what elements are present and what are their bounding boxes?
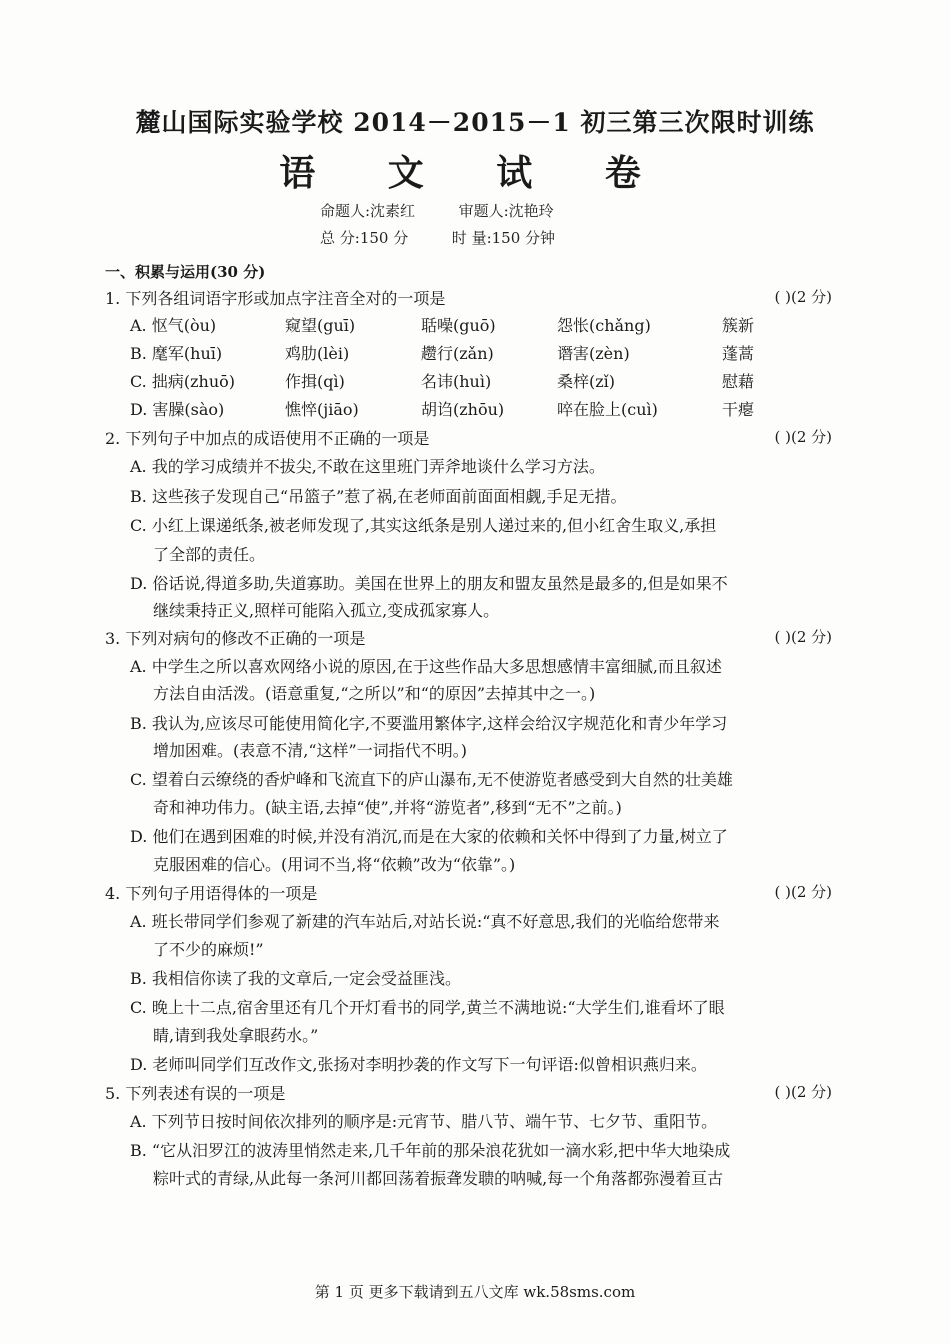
q1-cell: 桑梓(zǐ) <box>557 372 616 391</box>
q1-cell: 啐在脸上(cuì) <box>557 400 658 419</box>
q4-option-b: B. 我相信你读了我的文章后,一定会受益匪浅。 <box>130 969 462 988</box>
q2-option-b: B. 这些孩子发现自己“吊篮子”惹了祸,在老师面前面面相觑,手足无措。 <box>130 487 627 506</box>
q2-option-a: A. 我的学习成绩并不拔尖,不敢在这里班门弄斧地谈什么学习方法。 <box>130 457 605 476</box>
total-score: 总 分:150 分 <box>320 229 409 247</box>
q2-option-d: D. 俗话说,得道多助,失道寡助。美国在世界上的朋友和盟友虽然是最多的,但是如果不 <box>130 574 728 593</box>
q4-option-c-cont: 睛,请到我处拿眼药水。” <box>153 1026 319 1045</box>
q1-cell: 胡诌(zhōu) <box>421 400 505 419</box>
q1-cell: 簇新 <box>722 316 755 335</box>
q1-cell: C. 拙病(zhuō) <box>130 372 236 391</box>
setter-line <box>320 200 554 221</box>
q1-cell: 趱行(zǎn) <box>421 344 494 363</box>
q5-stem: 5. 下列表述有误的一项是 <box>105 1084 286 1103</box>
q3-option-a: A. 中学生之所以喜欢网络小说的原因,在于这些作品大多思想感情丰富细腻,而且叙述 <box>130 657 722 676</box>
q1-cell: 慰藉 <box>722 372 755 391</box>
q1-cell: 怨怅(chǎng) <box>557 316 651 335</box>
q1-cell: 作揖(qì) <box>285 372 345 391</box>
time-line <box>320 227 555 248</box>
q1-cell: 干瘪 <box>722 400 755 419</box>
page-footer: 第 1 页 更多下载请到五八文库 wk.58sms.com <box>314 1283 636 1301</box>
q3-score: ( )(2 分) <box>774 628 832 646</box>
q1-cell: 窥望(guī) <box>285 316 356 335</box>
q3-option-c-cont: 奇和神功伟力。(缺主语,去掉“使”,并将“游览者”,移到“无不”之前。) <box>153 798 622 817</box>
q3-option-d: D. 他们在遇到困难的时候,并没有消沉,而是在大家的依赖和关怀中得到了力量,树立了 <box>130 827 728 846</box>
section-heading: 一、积累与运用(30 分) <box>105 263 266 281</box>
q2-score: ( )(2 分) <box>774 428 832 446</box>
q1-cell: 憔悴(jiāo) <box>285 400 359 419</box>
subject-title: 语 文 试 卷 <box>279 152 671 194</box>
q1-stem: 1. 下列各组词语字形或加点字注音全对的一项是 <box>105 289 446 308</box>
q4-option-a: A. 班长带同学们参观了新建的汽车站后,对站长说:“真不好意思,我们的光临给您带来 <box>130 912 720 931</box>
q4-score: ( )(2 分) <box>774 883 832 901</box>
q1-cell: 谮害(zèn) <box>557 344 630 363</box>
q2-option-c-cont: 了全部的责任。 <box>153 545 266 564</box>
q5-option-b-cont: 粽叶式的青绿,从此每一条河川都回荡着振聋发聩的呐喊,每一个角落都弥漫着亘古 <box>153 1169 724 1188</box>
q4-stem: 4. 下列句子用语得体的一项是 <box>105 884 318 903</box>
q5-score: ( )(2 分) <box>774 1083 832 1101</box>
q1-cell: 名讳(huì) <box>421 372 492 391</box>
exam-title: 麓山国际实验学校 2014－2015－1 初三第三次限时训练 <box>135 108 815 137</box>
q2-stem: 2. 下列句子中加点的成语使用不正确的一项是 <box>105 429 430 448</box>
q3-option-b: B. 我认为,应该尽可能使用简化字,不要滥用繁体字,这样会给汉字规范化和青少年学习 <box>130 714 728 733</box>
q1-cell: 蓬蒿 <box>722 344 755 363</box>
reviewer: 审题人:沈艳玲 <box>458 202 554 220</box>
setter: 命题人:沈素红 <box>320 202 416 220</box>
q1-cell: D. 害臊(sào) <box>130 400 225 419</box>
q4-option-c: C. 晚上十二点,宿舍里还有几个开灯看书的同学,黄兰不满地说:“大学生们,谁看坏了眼 <box>130 998 725 1017</box>
q1-score: ( )(2 分) <box>774 288 832 306</box>
q1-cell: 聒噪(guō) <box>421 316 496 335</box>
q5-option-b: B. “它从汨罗江的波涛里悄然走来,几千年前的那朵浪花犹如一滴水彩,把中华大地染成 <box>130 1141 731 1160</box>
q2-option-c: C. 小红上课递纸条,被老师发现了,其实这纸条是别人递过来的,但小红舍生取义,承担 <box>130 516 717 535</box>
q3-stem: 3. 下列对病句的修改不正确的一项是 <box>105 629 366 648</box>
q1-cell: A. 怄气(òu) <box>130 316 217 335</box>
q3-option-a-cont: 方法自由活泼。(语意重复,“之所以”和“的原因”去掉其中之一。) <box>153 684 596 703</box>
q1-cell: B. 麾军(huī) <box>130 344 223 363</box>
q2-option-d-cont: 继续秉持正义,照样可能陷入孤立,变成孤家寡人。 <box>153 601 500 620</box>
q4-option-d: D. 老师叫同学们互改作文,张扬对李明抄袭的作文写下一句评语:似曾相识燕归来。 <box>130 1055 707 1074</box>
q3-option-d-cont: 克服困难的信心。(用词不当,将“依赖”改为“依靠”。) <box>153 855 516 874</box>
q3-option-b-cont: 增加困难。(表意不清,“这样”一词指代不明。) <box>153 741 467 760</box>
time-limit: 时 量:150 分钟 <box>451 229 556 247</box>
q1-cell: 鸡肋(lèi) <box>285 344 350 363</box>
q4-option-a-cont: 了不少的麻烦!” <box>153 940 264 959</box>
q3-option-c: C. 望着白云缭绕的香炉峰和飞流直下的庐山瀑布,无不使游览者感受到大自然的壮美雄 <box>130 770 733 789</box>
q5-option-a: A. 下列节日按时间依次排列的顺序是:元宵节、腊八节、端午节、七夕节、重阳节。 <box>130 1112 718 1131</box>
